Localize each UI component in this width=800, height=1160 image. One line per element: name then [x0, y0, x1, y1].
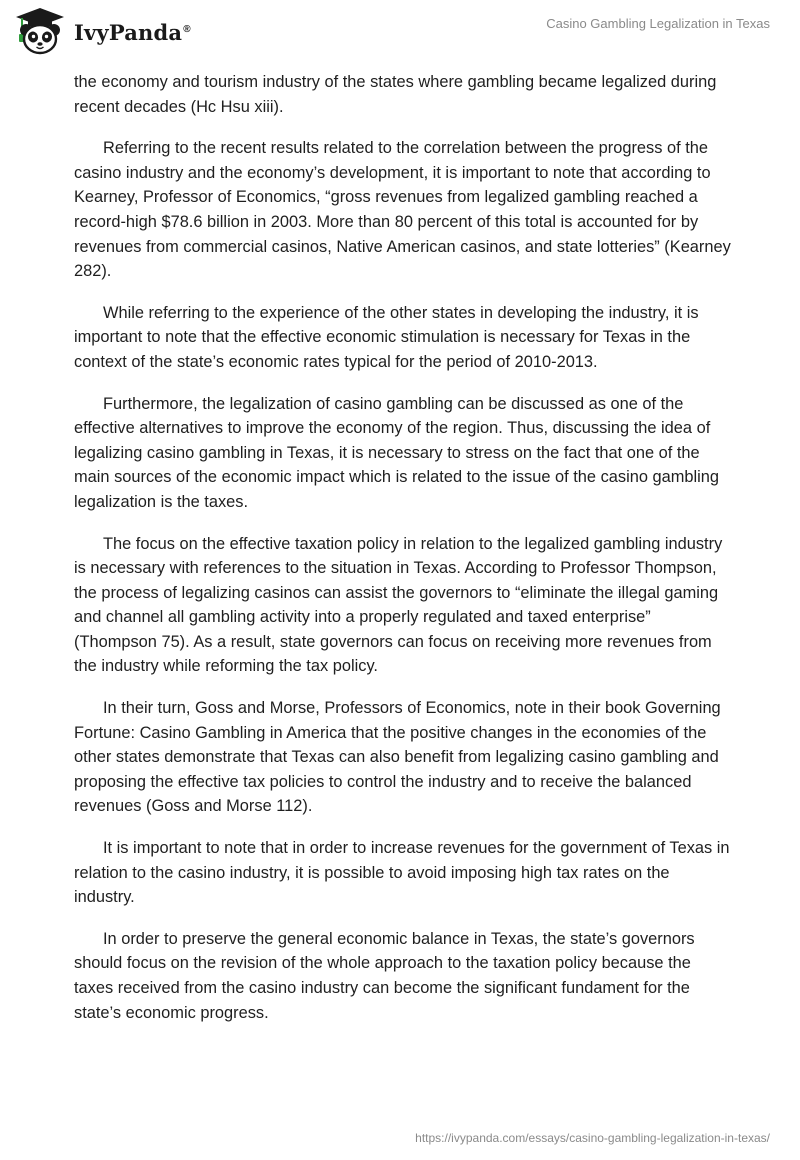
document-title: Casino Gambling Legalization in Texas [546, 16, 770, 31]
page-header [0, 0, 800, 64]
essay-body [74, 70, 734, 1042]
source-url-link[interactable]: https://ivypanda.com/essays/casino-gambling-legalization-in-texas/ [415, 1131, 770, 1145]
paragraph-8: In order to preserve the general economic balance in Texas, the state’s governors should focus on the revision of the whole approach to the taxation policy because the taxes received from the casino industry can become the significant fundament for the state’s economic progress. [74, 929, 695, 1022]
brand-name [74, 20, 191, 45]
paragraph-4: Furthermore, the legalization of casino gambling can be discussed as one of the effective alternatives to improve the economy of the region. Thus, discussing the idea of legalizing casino gambling in Texas, it is necessary to stress on the fact that one of the main sources of the economic impact which is related to the issue of the casino gambling legalization is the taxes. [74, 394, 720, 511]
paragraph-6: In their turn, Goss and Morse, Professors of Economics, note in their book Governing Fortune: Casino Gambling in America that the positive changes in the economies of the other states demonstrate that Texas can also benefit from legalizing casino gambling and proposing the effective tax policies to control the industry and to receive the balanced revenues (Goss and Morse 112). [74, 699, 721, 816]
paragraph-3: While referring to the experience of the other states in developing the industry, it is important to note that the effective economic stimulation is necessary for Texas in the context of the state’s economic rates typical for the period of 2010-2013. [74, 303, 699, 371]
brand-logo[interactable] [14, 6, 191, 56]
paragraph-2: Referring to the recent results related to the correlation between the progress of the casino industry and the economy’s development, it is important to note that according to Kearney, Professor of Economics, “gross revenues from legalized gambling reached a record-high $78.6 billion in 2003. More than 80 percent of this total is accounted for by revenues from commercial casinos, Native American casinos, and state lotteries” (Kearney 282). [74, 139, 731, 281]
paragraph-5: The focus on the effective taxation policy in relation to the legalized gambling industry is necessary with references to the situation in Texas. According to Professor Thompson, the process of legalizing casinos can assist the governors to “eliminate the illegal gaming and channel all gambling activity into a properly regulated and taxed enterprise” (Thompson 75). As a result, state governors can focus on receiving more revenues from the industry while reforming the tax policy. [74, 534, 723, 676]
registered-mark: ® [183, 23, 191, 35]
paragraph-7: It is important to note that in order to increase revenues for the government of Texas in relation to the casino industry, it is possible to avoid imposing high tax rates on the industry. [74, 839, 730, 907]
panda-graduate-icon [14, 6, 66, 56]
brand-name-text: IvyPanda [74, 19, 183, 45]
paragraph-1: the economy and tourism industry of the states where gambling became legalized during recent decades (Hc Hsu xiii). [74, 73, 717, 116]
